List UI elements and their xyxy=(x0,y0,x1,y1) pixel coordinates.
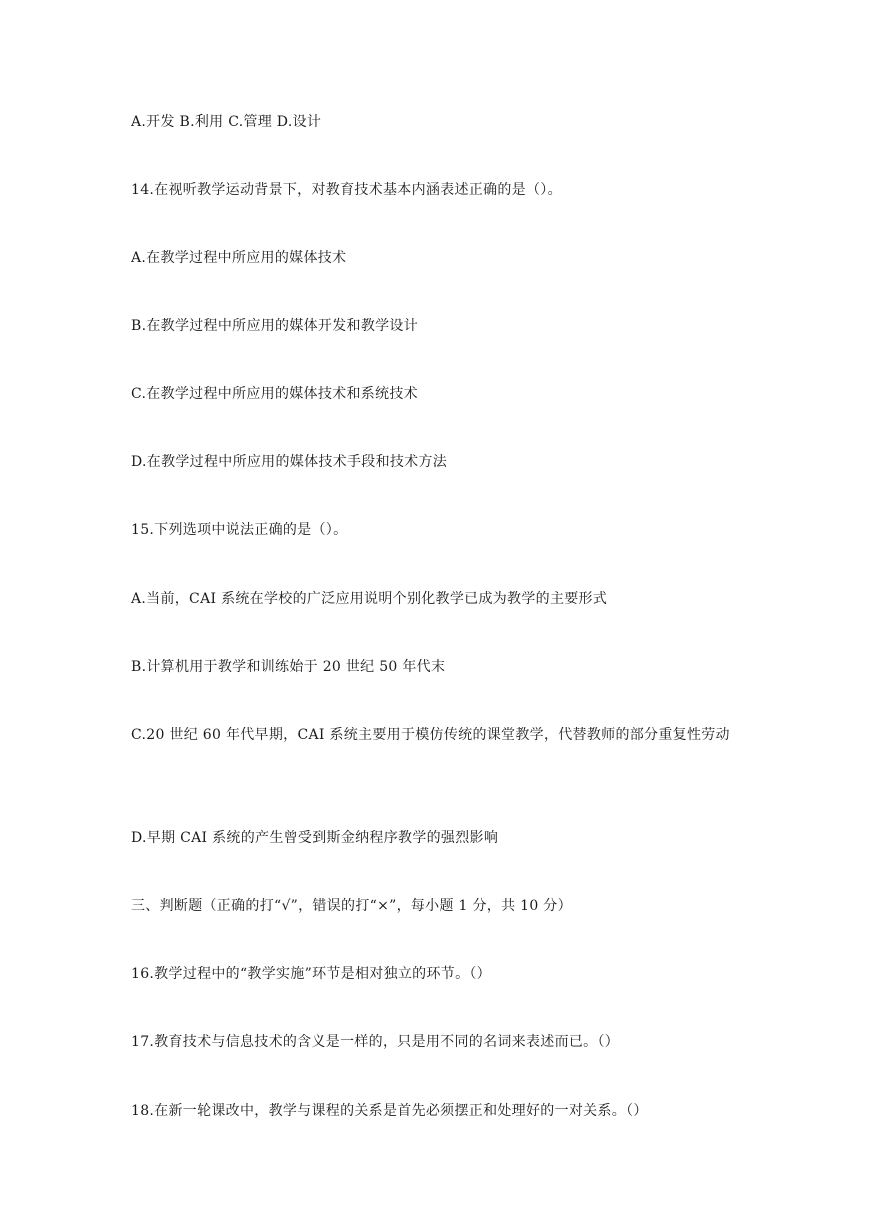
q15-option-a: A.当前，CAI 系统在学校的广泛应用说明个别化教学已成为教学的主要形式 xyxy=(131,591,608,607)
q18-stem: 18.在新一轮课改中，教学与课程的关系是首先必须摆正和处理好的一对关系。（） xyxy=(131,1103,648,1119)
q17-stem: 17.教育技术与信息技术的含义是一样的，只是用不同的名词来表述而已。（） xyxy=(131,1034,620,1050)
q14-option-d: D.在教学过程中所应用的媒体技术手段和技术方法 xyxy=(131,454,448,470)
q15-stem: 15.下列选项中说法正确的是（）。 xyxy=(131,522,348,538)
q15-option-d: D.早期 CAI 系统的产生曾受到斯金纳程序教学的强烈影响 xyxy=(131,830,499,846)
q14-option-c: C.在教学过程中所应用的媒体技术和系统技术 xyxy=(131,386,418,402)
q13-options: A.开发 B.利用 C.管理 D.设计 xyxy=(131,114,322,130)
q16-stem: 16.教学过程中的“教学实施”环节是相对独立的环节。（） xyxy=(131,966,491,982)
q14-option-b: B.在教学过程中所应用的媒体开发和教学设计 xyxy=(131,318,419,334)
q15-option-b: B.计算机用于教学和训练始于 20 世纪 50 年代末 xyxy=(131,659,446,675)
q14-option-a: A.在教学过程中所应用的媒体技术 xyxy=(131,250,347,266)
q15-option-c: C.20 世纪 60 年代早期，CAI 系统主要用于模仿传统的课堂教学，代替教师的部分重复性劳动 xyxy=(131,727,730,743)
q14-stem: 14.在视听教学运动背景下，对教育技术基本内涵表述正确的是（）。 xyxy=(131,182,562,198)
section-heading: 三、判断题（正确的打“√”，错误的打“×”，每小题 1 分，共 10 分） xyxy=(131,898,572,914)
